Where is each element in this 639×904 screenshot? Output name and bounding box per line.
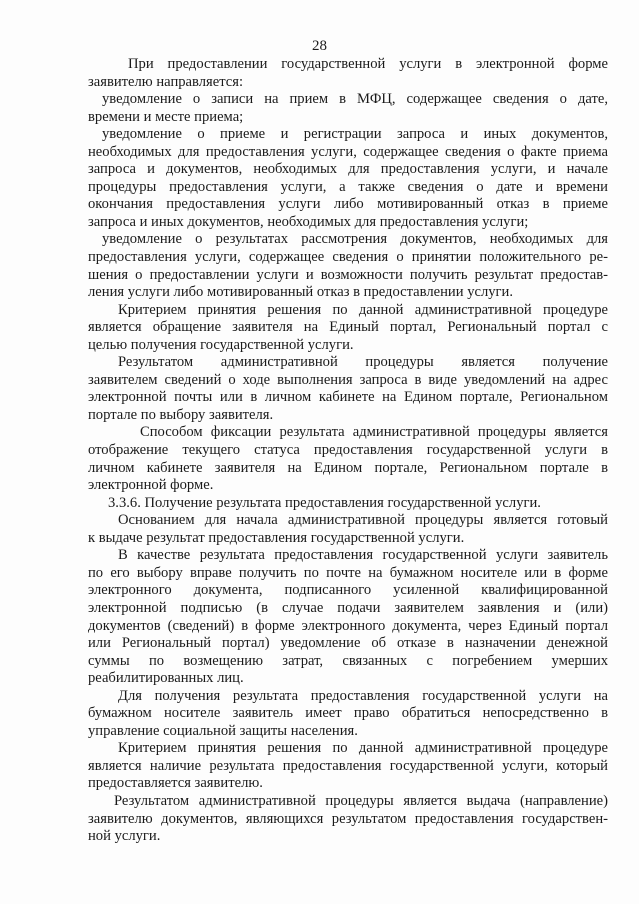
text-line: При предоставлении государственной услуги в электронной форме — [128, 56, 608, 72]
text-line: портале по выбору заявителя. — [88, 406, 274, 423]
text-line: заявителем сведений о ходе выполнения запроса в виде уведомлений на адрес — [88, 371, 608, 388]
text-line: управление социальной защиты населения. — [88, 722, 358, 739]
text-line: уведомление о результатах рассмотрения документов, необходимых для — [102, 231, 608, 248]
page-number: 28 — [312, 38, 327, 54]
text-line: электронной форме. — [88, 477, 214, 494]
text-line: 3.3.6. Получение результата предоставления государственной услуги. — [108, 494, 541, 511]
text-line: необходимых для предоставления услуги, содержащее сведения о факте приема — [88, 143, 608, 160]
text-line: процедуры предоставления услуги, а также сведения о дате и времени — [88, 178, 608, 195]
text-line: В качестве результата предоставления государственной услуги заявитель — [118, 547, 608, 564]
text-line: является обращение заявителя на Единый портал, Региональный портал с — [88, 319, 608, 336]
body-text — [88, 56, 608, 846]
text-line: электронного документа, подписанного усиленной квалифицированной — [88, 582, 608, 599]
text-line: предоставляется заявителю. — [88, 775, 263, 792]
text-line: заявителю направляется: — [88, 73, 243, 90]
text-line: шения о предоставлении услуги и возможности получить результат предостав- — [88, 266, 608, 283]
text-line: целью получения государственной услуги. — [88, 336, 354, 353]
text-line: предоставления услуги, содержащее сведения о принятии положительного ре- — [88, 249, 608, 266]
text-line: Для получения результата предоставления государственной услуги на — [118, 687, 608, 704]
text-line: уведомление о приеме и регистрации запроса и иных документов, — [102, 126, 608, 143]
text-line: ной услуги. — [88, 828, 161, 845]
text-line: Способом фиксации результата административной процедуры является — [140, 424, 608, 441]
text-line: бумажном носителе заявитель имеет право обратиться непосредственно в — [88, 705, 608, 722]
text-line: заявителю документов, являющихся результатом предоставления государствен- — [88, 810, 608, 827]
text-line: отображение текущего статуса предоставления государственной услуги в — [88, 442, 608, 459]
text-line: или Региональный портал) уведомление об отказе в назначении денежной — [88, 635, 608, 652]
text-line: окончания предоставления услуги либо мотивированный отказ в приеме — [88, 196, 608, 213]
text-line: личном кабинете заявителя на Едином портале, Региональном портале в — [88, 459, 608, 476]
text-line: электронной подписью (в случае подачи заявителем заявления и (или) — [88, 599, 608, 616]
text-line: документов (сведений) в форме электронного документа, через Единый портал — [88, 617, 608, 634]
text-line: к выдаче результат предоставления государственной услуги. — [88, 529, 465, 546]
text-line: запроса и документов, необходимых для предоставления услуги, и начале — [88, 161, 608, 178]
text-line: Результатом административной процедуры является получение — [118, 354, 608, 371]
text-line: Критерием принятия решения по данной административной процедуре — [118, 740, 608, 757]
text-line: по его выбору вправе получить по почте на бумажном носителе или в форме — [88, 564, 608, 581]
text-line: запроса и иных документов, необходимых для предоставления услуги; — [88, 213, 529, 230]
text-line: реабилитированных лиц. — [88, 670, 244, 687]
text-line: Основанием для начала административной процедуры является готовый — [118, 512, 608, 529]
text-line: является наличие результата предоставления государственной услуги, который — [88, 757, 608, 774]
text-line: ления услуги либо мотивированный отказ в предоставлении услуги. — [88, 284, 513, 301]
text-line: Результатом административной процедуры является выдача (направление) — [114, 792, 608, 809]
text-line: уведомление о записи на прием в МФЦ, содержащее сведения о дате, — [102, 91, 608, 108]
text-line: электронной почты или в личном кабинете на Едином портале, Региональном — [88, 389, 608, 406]
text-line: времени и месте приема; — [88, 108, 244, 125]
text-line: суммы по возмещению затрат, связанных с погребением умерших — [88, 652, 608, 669]
text-line: Критерием принятия решения по данной административной процедуре — [118, 301, 608, 318]
